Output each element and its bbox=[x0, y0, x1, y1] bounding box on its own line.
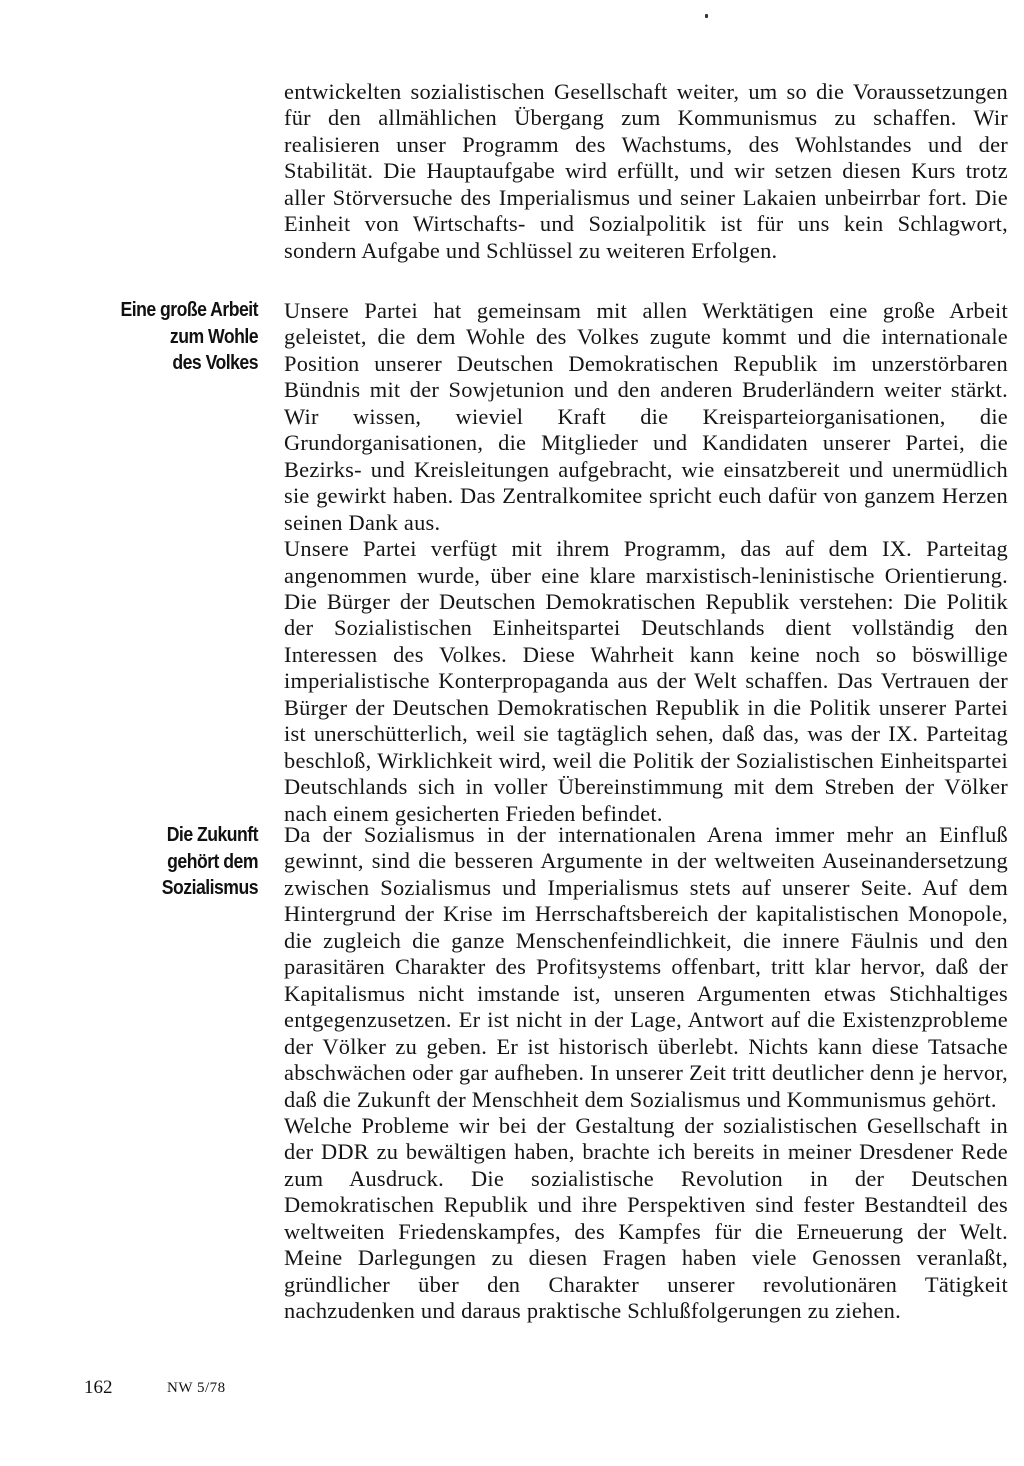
paragraph-intro: entwickelten sozialistischen Gesellschaft weiter, um so die Voraussetzungen für den allmählichen Übergang zum Kommunismus zu schaffen. Wir realisieren unser Programm des Wachstums, des Wohlstandes und der Stabilität. Die Hauptaufgabe wird erfüllt, und wir setzen diesen Kurs trotz aller Störversuche des Imperialismus und seiner Lakaien unbeirrbar fort. Die Einheit von Wirtschafts- und Sozialpolitik ist für uns kein Schlagwort, sondern Aufgabe und Schlüssel zu weiteren Erfolgen. bbox=[284, 79, 1008, 263]
margin-heading-line: Eine große Arbeit bbox=[120, 298, 259, 321]
margin-heading-zukunft bbox=[112, 822, 258, 902]
text-block-grosse-arbeit bbox=[284, 298, 1008, 827]
text-block-intro bbox=[284, 79, 1008, 264]
margin-heading-grosse-arbeit bbox=[112, 297, 258, 377]
paragraph-probleme: Welche Probleme wir bei der Gestaltung der sozialistischen Gesellschaft in der DDR zu bewältigen haben, brachte ich bereits in meiner Dresdener Rede zum Ausdruck. Die sozialistische Revolution in der Deutschen Demokratischen Republik und ihre Perspektiven sind fester Bestandteil des weltweiten Friedenskampfes, des Kampfes für die Erneuerung der Welt. Meine Darlegungen zu diesen Fragen haben viele Genossen veranlaßt, gründlicher über den Charakter unserer revolutionären Tätigkeit nachzudenken und daraus praktische Schlußfolgerungen zu ziehen. bbox=[284, 1112, 1008, 1324]
margin-heading-line: zum Wohle bbox=[169, 324, 258, 348]
margin-heading-line: des Volkes bbox=[172, 351, 258, 374]
page-number: 162 bbox=[84, 1377, 113, 1398]
paragraph-grosse-arbeit: Unsere Partei hat gemeinsam mit allen Werktätigen eine große Arbeit geleistet, die dem Wohle des Volkes zugute kommt und die internationale Position unserer Deutschen Demokratischen Republik im unzerstörbaren Bündnis mit der Sowjetunion und den anderen Bruderländern weiter stärkt. Wir wissen, wieviel Kraft die Kreisparteiorganisationen, die Grundorganisationen, die Mitglieder und Kandidaten unserer Partei, die Bezirks- und Kreisleitungen aufgebracht, wie einsatzbereit und unermüdlich sie gewirkt haben. Das Zentralkomitee spricht euch dafür von ganzem Herzen seinen Dank aus. bbox=[284, 298, 1008, 535]
margin-heading-line: gehört dem bbox=[167, 849, 258, 873]
paragraph-programm: Unsere Partei verfügt mit ihrem Programm, das auf dem IX. Parteitag angenommen wurde, über eine klare marxistisch-leninistische Orientierung. Die Bürger der Deutschen Demokratischen Republik verstehen: Die Politik der Sozialistischen Einheitspartei Deutschlands dient vollständig den Interessen des Volkes. Diese Wahrheit kann keine noch so böswillige imperialistische Konterpropaganda aus der Welt schaffen. Das Vertrauen der Bürger der Deutschen Demokratischen Republik in die Politik unserer Partei ist unerschütterlich, weil sie tagtäglich sehen, daß das, was der IX. Parteitag beschloß, Wirklichkeit wird, weil die Politik der Sozialistischen Einheitspartei Deutschlands sich in voller Übereinstimmung mit dem Streben der Völker nach einem gesicherten Frieden befindet. bbox=[284, 536, 1008, 826]
print-speck-mark bbox=[705, 14, 708, 18]
paragraph-zukunft: Da der Sozialismus in der internationalen Arena immer mehr an Einfluß gewinnt, sind die besseren Argumente in der weltweiten Auseinandersetzung zwischen Sozialismus und Imperialismus stets auf unserer Seite. Auf dem Hintergrund der Krise im Herrschaftsbereich der kapitalistischen Monopole, die zugleich die ganze Menschenfeindlichkeit, die innere Fäulnis und den parasitären Charakter des Profitsystems offenbart, tritt klar hervor, daß der Kapitalismus nicht imstande ist, unseren Argumenten etwas Stichhaltiges entgegenzusetzen. Er ist nicht in der Lage, Antwort auf die Existenzprobleme der Völker zu geben. Er ist historisch überlebt. Nichts kann diese Tatsache abschwächen oder gar aufheben. In unserer Zeit tritt deutlicher denn je hervor, daß die Zukunft der Menschheit dem Sozialismus und Kommunismus gehört. bbox=[284, 822, 1008, 1112]
margin-heading-line: Die Zukunft bbox=[166, 823, 258, 846]
text-block-zukunft bbox=[284, 822, 1008, 1325]
issue-reference: NW 5/78 bbox=[167, 1380, 226, 1396]
margin-heading-line: Sozialismus bbox=[161, 876, 258, 899]
